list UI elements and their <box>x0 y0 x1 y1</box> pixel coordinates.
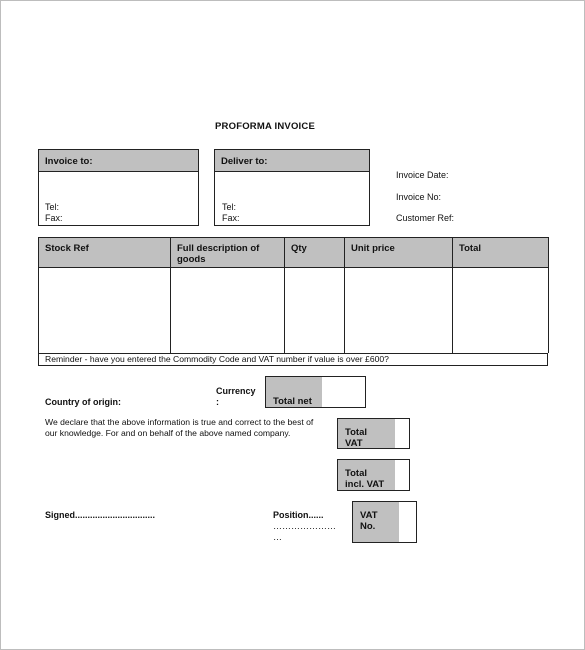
items-header-row <box>39 238 549 268</box>
position-label: Position...... <box>273 510 324 520</box>
deliver-to-heading: Deliver to: <box>215 150 369 172</box>
invoice-to-tel-label: Tel: <box>45 202 60 212</box>
invoice-to-fax-label: Fax: <box>45 213 63 223</box>
total-incl-vat-label-line2: incl. VAT <box>345 479 385 490</box>
customer-ref-label: Customer Ref: <box>396 213 455 223</box>
column-header-stock-ref: Stock Ref <box>39 238 171 268</box>
country-of-origin-label: Country of origin: <box>45 397 121 407</box>
vat-number-box <box>352 501 417 543</box>
total-net-label: Total net <box>273 396 312 407</box>
position-dots-line1: ………………… <box>273 521 336 531</box>
invoice-date-label: Invoice Date: <box>396 170 449 180</box>
invoice-to-heading: Invoice to: <box>39 150 198 172</box>
total-vat-label-line2: VAT <box>345 438 363 449</box>
total-net-box <box>265 376 366 408</box>
document-title: PROFORMA INVOICE <box>215 121 315 132</box>
deliver-to-box <box>214 149 370 226</box>
currency-label: Currency <box>216 386 256 396</box>
column-header-description: Full description of goods <box>171 238 285 268</box>
vat-number-label-line1: VAT <box>360 510 378 521</box>
unit-price-cell[interactable] <box>345 268 453 354</box>
invoice-number-label: Invoice No: <box>396 192 442 202</box>
total-vat-label-line1: Total <box>345 427 367 438</box>
total-incl-vat-label-line1: Total <box>345 468 367 479</box>
qty-cell[interactable] <box>285 268 345 354</box>
description-cell[interactable] <box>171 268 285 354</box>
vat-number-label-line2: No. <box>360 521 376 532</box>
items-body-row <box>39 268 549 354</box>
column-header-qty: Qty <box>285 238 345 268</box>
column-header-unit-price: Unit price <box>345 238 453 268</box>
deliver-to-tel-label: Tel: <box>222 202 237 212</box>
column-header-total: Total <box>453 238 549 268</box>
stock-ref-cell[interactable] <box>39 268 171 354</box>
items-table <box>38 237 549 353</box>
deliver-to-fax-label: Fax: <box>222 213 240 223</box>
currency-colon: : <box>216 397 219 407</box>
position-dots-line2: … <box>273 532 282 542</box>
commodity-code-reminder: Reminder - have you entered the Commodity Code and VAT number if value is over £600? <box>38 353 548 366</box>
invoice-to-box <box>38 149 199 226</box>
signed-line: Signed................................ <box>45 510 156 520</box>
total-cell[interactable] <box>453 268 549 354</box>
declaration-text: We declare that the above information is true and correct to the best of our knowledge. For and on behalf of the above named company. <box>45 417 314 438</box>
total-incl-vat-box <box>337 459 410 491</box>
total-vat-box <box>337 418 410 449</box>
